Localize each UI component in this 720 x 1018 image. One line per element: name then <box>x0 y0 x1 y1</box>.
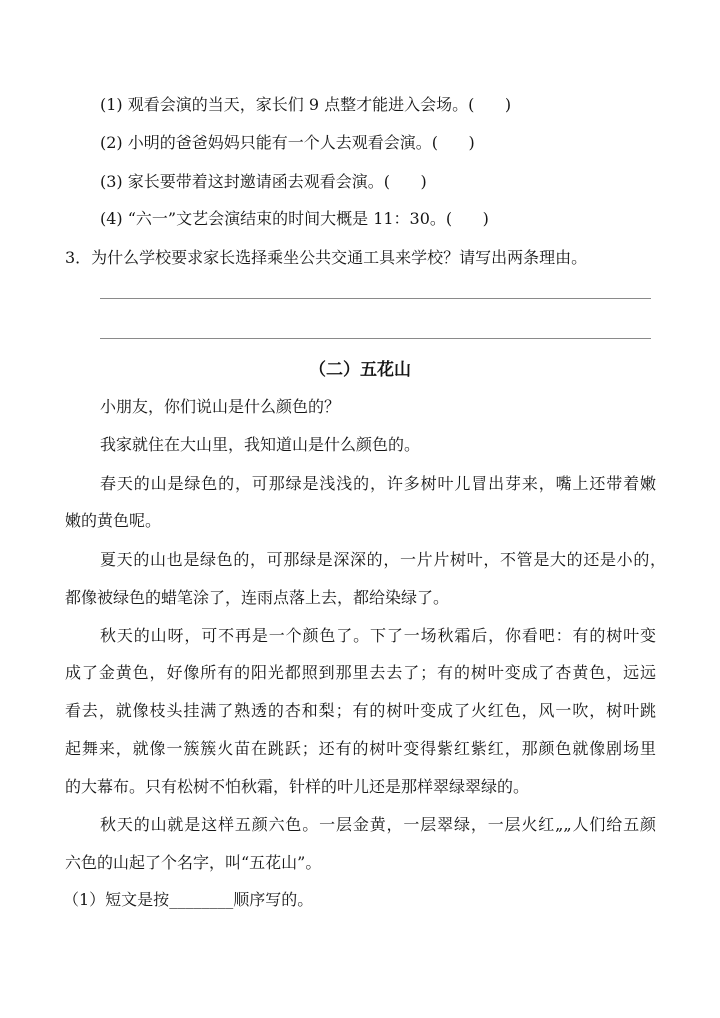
answer-line-2 <box>100 338 651 339</box>
answer-line-1 <box>100 298 651 299</box>
passage-line: 秋天的山就是这样五颜六色。一层金黄，一层翠绿，一层火红„„人们给五颜 <box>100 815 656 834</box>
passage-line: 嫩的黄色呢。 <box>65 511 162 530</box>
passage-line: 都像被绿色的蜡笔涂了，连雨点落上去，都给染绿了。 <box>65 588 450 607</box>
passage-line: 看去，就像枝头挂满了熟透的杏和梨；有的树叶变成了火红色，风一吹，树叶跳 <box>65 701 656 720</box>
fill-in-suffix: 顺序写的。 <box>233 890 314 909</box>
fill-in-prefix: （1）短文是按 <box>63 890 170 909</box>
passage-line: 成了金黄色，好像所有的阳光都照到那里去去了；有的树叶变成了杏黄色，远远 <box>65 663 656 682</box>
question-item-3: (3) 家长要带着这封邀请函去观看会演。( ) <box>100 172 427 191</box>
passage-line: 起舞来，就像一簇簇火苗在跳跃；还有的树叶变得紫红紫红，那颜色就像剧场里 <box>65 739 656 758</box>
section-title: （二）五花山 <box>309 360 411 380</box>
passage-line: 的大幕布。只有松树不怕秋霜，针样的叶儿还是那样翠绿翠绿的。 <box>65 777 530 796</box>
question-3-prompt: 3．为什么学校要求家长选择乘坐公共交通工具来学校？请写出两条理由。 <box>65 248 588 267</box>
fill-in-question <box>63 888 313 912</box>
fill-in-blank: ________ <box>169 890 234 909</box>
question-item-1: (1) 观看会演的当天，家长们 9 点整才能进入会场。( ) <box>100 95 512 114</box>
passage-line: 我家就住在大山里，我知道山是什么颜色的。 <box>100 435 421 454</box>
question-item-4: (4) “六一”文艺会演结束的时间大概是 11：30。( ) <box>100 209 489 228</box>
passage-line: 夏天的山也是绿色的，可那绿是深深的，一片片树叶，不管是大的还是小的， <box>100 550 666 569</box>
question-item-2: (2) 小明的爸爸妈妈只能有一个人去观看会演。( ) <box>100 133 475 152</box>
passage-line: 秋天的山呀，可不再是一个颜色了。下了一场秋霜后，你看吧：有的树叶变 <box>100 626 656 645</box>
passage-line: 春天的山是绿色的，可那绿是浅浅的，许多树叶儿冒出芽来，嘴上还带着嫩 <box>100 474 656 493</box>
passage-line: 小朋友，你们说山是什么颜色的？ <box>100 397 341 416</box>
passage-line: 六色的山起了个名字，叫“五花山”。 <box>65 853 322 872</box>
